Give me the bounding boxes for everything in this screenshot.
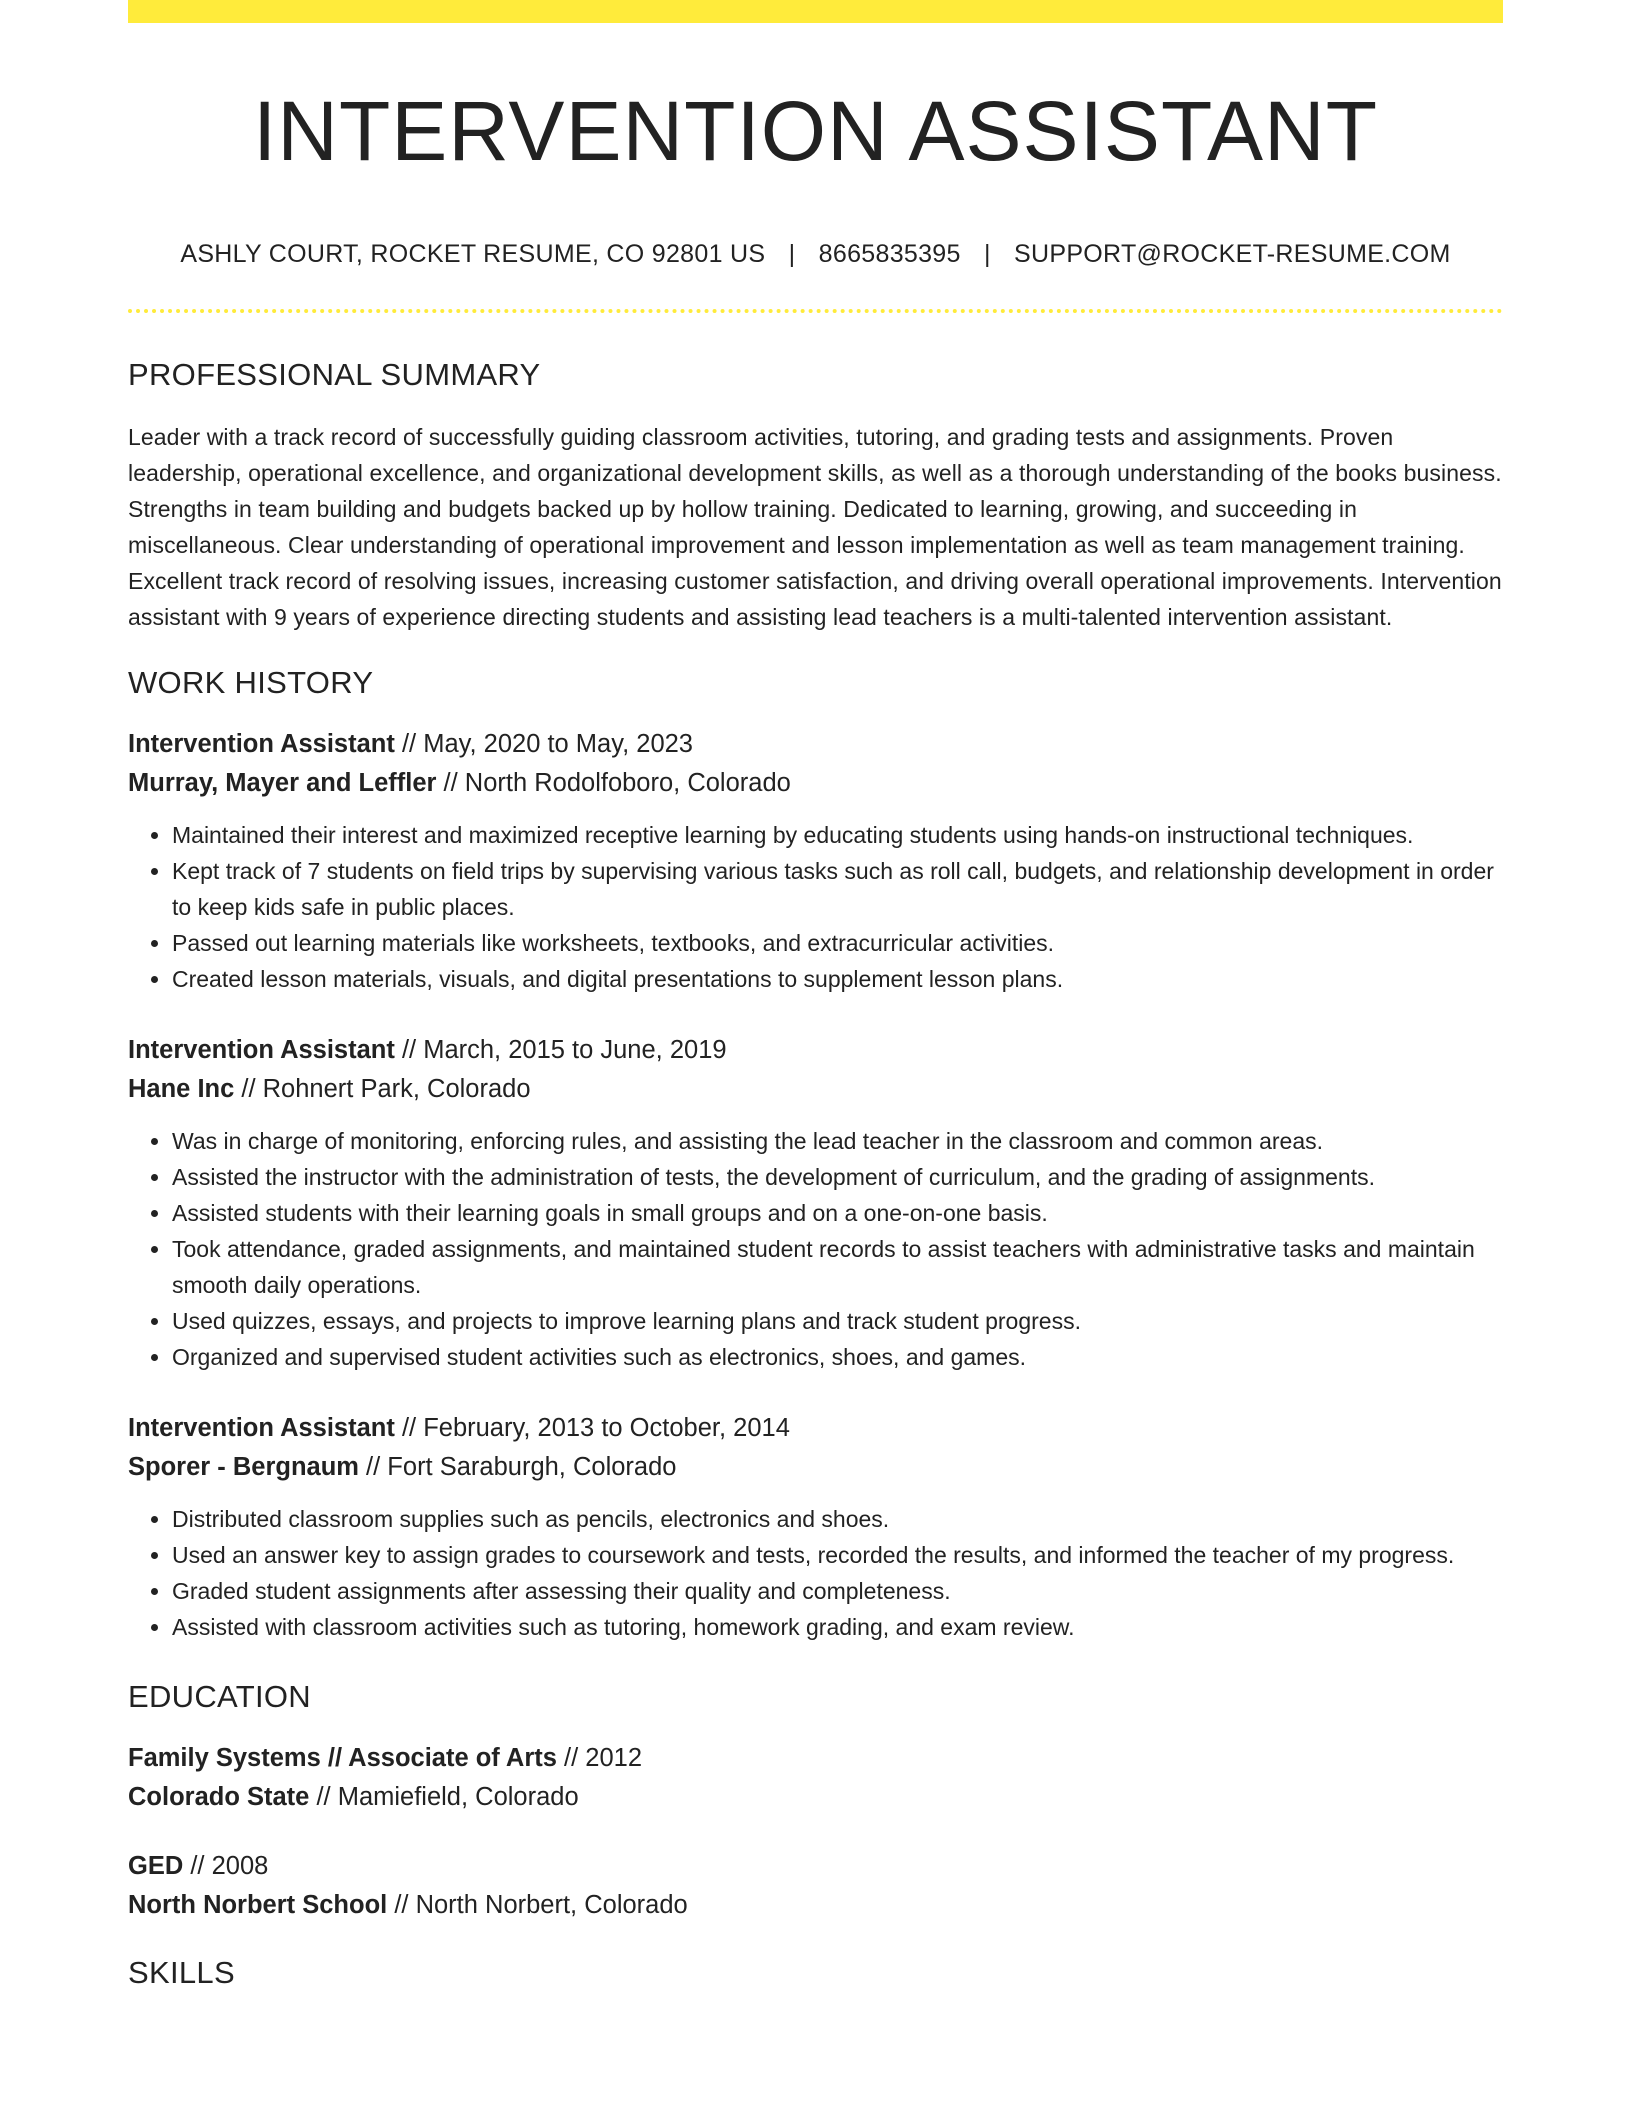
job-company: Murray, Mayer and Leffler bbox=[128, 769, 437, 797]
job-bullet: • Assisted students with their learning goals in small groups and on a one-on-one basis. bbox=[172, 1195, 1503, 1231]
job-bullet: • Was in charge of monitoring, enforcing rules, and assisting the lead teacher in the classroom and common areas. bbox=[172, 1123, 1503, 1159]
job-bullets bbox=[128, 1123, 1503, 1375]
job-location: // Fort Saraburgh, Colorado bbox=[358, 1453, 677, 1481]
job-dates: // February, 2013 to October, 2014 bbox=[394, 1414, 790, 1442]
contact-email: SUPPORT@ROCKET-RESUME.COM bbox=[1014, 240, 1451, 268]
education-year: // 2008 bbox=[183, 1852, 269, 1880]
job-role: Intervention Assistant bbox=[128, 1036, 395, 1064]
job-role: Intervention Assistant bbox=[128, 1414, 395, 1442]
job-title-line bbox=[128, 1409, 1503, 1448]
resume-content bbox=[128, 0, 1503, 1991]
skills-heading: SKILLS bbox=[128, 1955, 235, 1990]
work-history-heading: WORK HISTORY bbox=[128, 665, 374, 700]
job-bullet: • Distributed classroom supplies such as pencils, electronics and shoes. bbox=[172, 1501, 1503, 1537]
contact-address: ASHLY COURT, ROCKET RESUME, CO 92801 US bbox=[180, 240, 766, 268]
education-degree-line bbox=[128, 1847, 1503, 1886]
job-title-line bbox=[128, 1031, 1503, 1070]
contact-phone: 8665835395 bbox=[818, 240, 961, 268]
education-location: // Mamiefield, Colorado bbox=[309, 1783, 579, 1811]
education-school: Colorado State bbox=[128, 1783, 310, 1811]
education-entry bbox=[128, 1847, 1503, 1925]
job-bullet: • Assisted with classroom activities such as tutoring, homework grading, and exam review. bbox=[172, 1609, 1503, 1645]
job-bullet: • Organized and supervised student activities such as electronics, shoes, and games. bbox=[172, 1339, 1503, 1375]
job-bullet: • Used an answer key to assign grades to coursework and tests, recorded the results, and informed the teacher of my progress. bbox=[172, 1537, 1503, 1573]
contact-separator: | bbox=[983, 240, 991, 268]
job-bullet: • Created lesson materials, visuals, and digital presentations to supplement lesson plans. bbox=[172, 961, 1503, 997]
education-degree: Family Systems // Associate of Arts bbox=[128, 1744, 557, 1772]
job-bullet: • Graded student assignments after assessing their quality and completeness. bbox=[172, 1573, 1503, 1609]
dotted-divider bbox=[128, 309, 1503, 313]
job-title-line bbox=[128, 725, 1503, 764]
job-dates: // March, 2015 to June, 2019 bbox=[394, 1036, 727, 1064]
job-entry bbox=[128, 1031, 1503, 1375]
education-degree-line bbox=[128, 1739, 1503, 1778]
job-bullet: • Assisted the instructor with the administration of tests, the development of curriculum, and the grading of assignments. bbox=[172, 1159, 1503, 1195]
job-bullet: • Used quizzes, essays, and projects to improve learning plans and track student progress. bbox=[172, 1303, 1503, 1339]
summary-heading: PROFESSIONAL SUMMARY bbox=[128, 357, 541, 392]
job-bullet: • Passed out learning materials like worksheets, textbooks, and extracurricular activities. bbox=[172, 925, 1503, 961]
education-school: North Norbert School bbox=[128, 1891, 388, 1919]
job-entry bbox=[128, 1409, 1503, 1645]
education-heading: EDUCATION bbox=[128, 1679, 311, 1714]
education-school-line bbox=[128, 1886, 1503, 1925]
education-school-line bbox=[128, 1778, 1503, 1817]
education-location: // North Norbert, Colorado bbox=[387, 1891, 688, 1919]
contact-line bbox=[128, 240, 1503, 269]
education-degree: GED bbox=[128, 1852, 184, 1880]
job-dates: // May, 2020 to May, 2023 bbox=[394, 730, 693, 758]
job-bullets bbox=[128, 1501, 1503, 1645]
education-entry bbox=[128, 1739, 1503, 1817]
job-location: // North Rodolfoboro, Colorado bbox=[436, 769, 791, 797]
job-bullets bbox=[128, 817, 1503, 997]
job-company-line bbox=[128, 764, 1503, 803]
job-company: Hane Inc bbox=[128, 1075, 235, 1103]
job-bullet: • Took attendance, graded assignments, and maintained student records to assist teachers with administrative tasks and maintain smooth daily operations. bbox=[172, 1231, 1503, 1303]
job-company-line bbox=[128, 1070, 1503, 1109]
education-year: // 2012 bbox=[556, 1744, 643, 1772]
job-company-line bbox=[128, 1448, 1503, 1487]
job-entry bbox=[128, 725, 1503, 997]
summary-text: Leader with a track record of successfully guiding classroom activities, tutoring, and grading tests and assignments. Proven leadership, operational excellence, and organizational development skills, as well as a thorough understanding of the books business. Strengths in team building and budgets backed up by hollow training. Dedicated to learning, growing, and succeeding in miscellaneous. Clear understanding of operational improvement and lesson implementation as well as team management training. Excellent track record of resolving issues, increasing customer satisfaction, and driving overall operational improvements. Intervention assistant with 9 years of experience directing students and assisting lead teachers is a multi-talented intervention assistant. bbox=[128, 424, 1502, 630]
job-bullet: • Kept track of 7 students on field trips by supervising various tasks such as roll call, budgets, and relationship development in order to keep kids safe in public places. bbox=[172, 853, 1503, 925]
job-role: Intervention Assistant bbox=[128, 730, 395, 758]
job-location: // Rohnert Park, Colorado bbox=[234, 1075, 531, 1103]
resume-name: INTERVENTION ASSISTANT bbox=[252, 84, 1379, 178]
contact-separator: | bbox=[788, 240, 796, 268]
job-company: Sporer - Bergnaum bbox=[128, 1453, 359, 1481]
job-bullet: • Maintained their interest and maximized receptive learning by educating students using hands-on instructional techniques. bbox=[172, 817, 1503, 853]
